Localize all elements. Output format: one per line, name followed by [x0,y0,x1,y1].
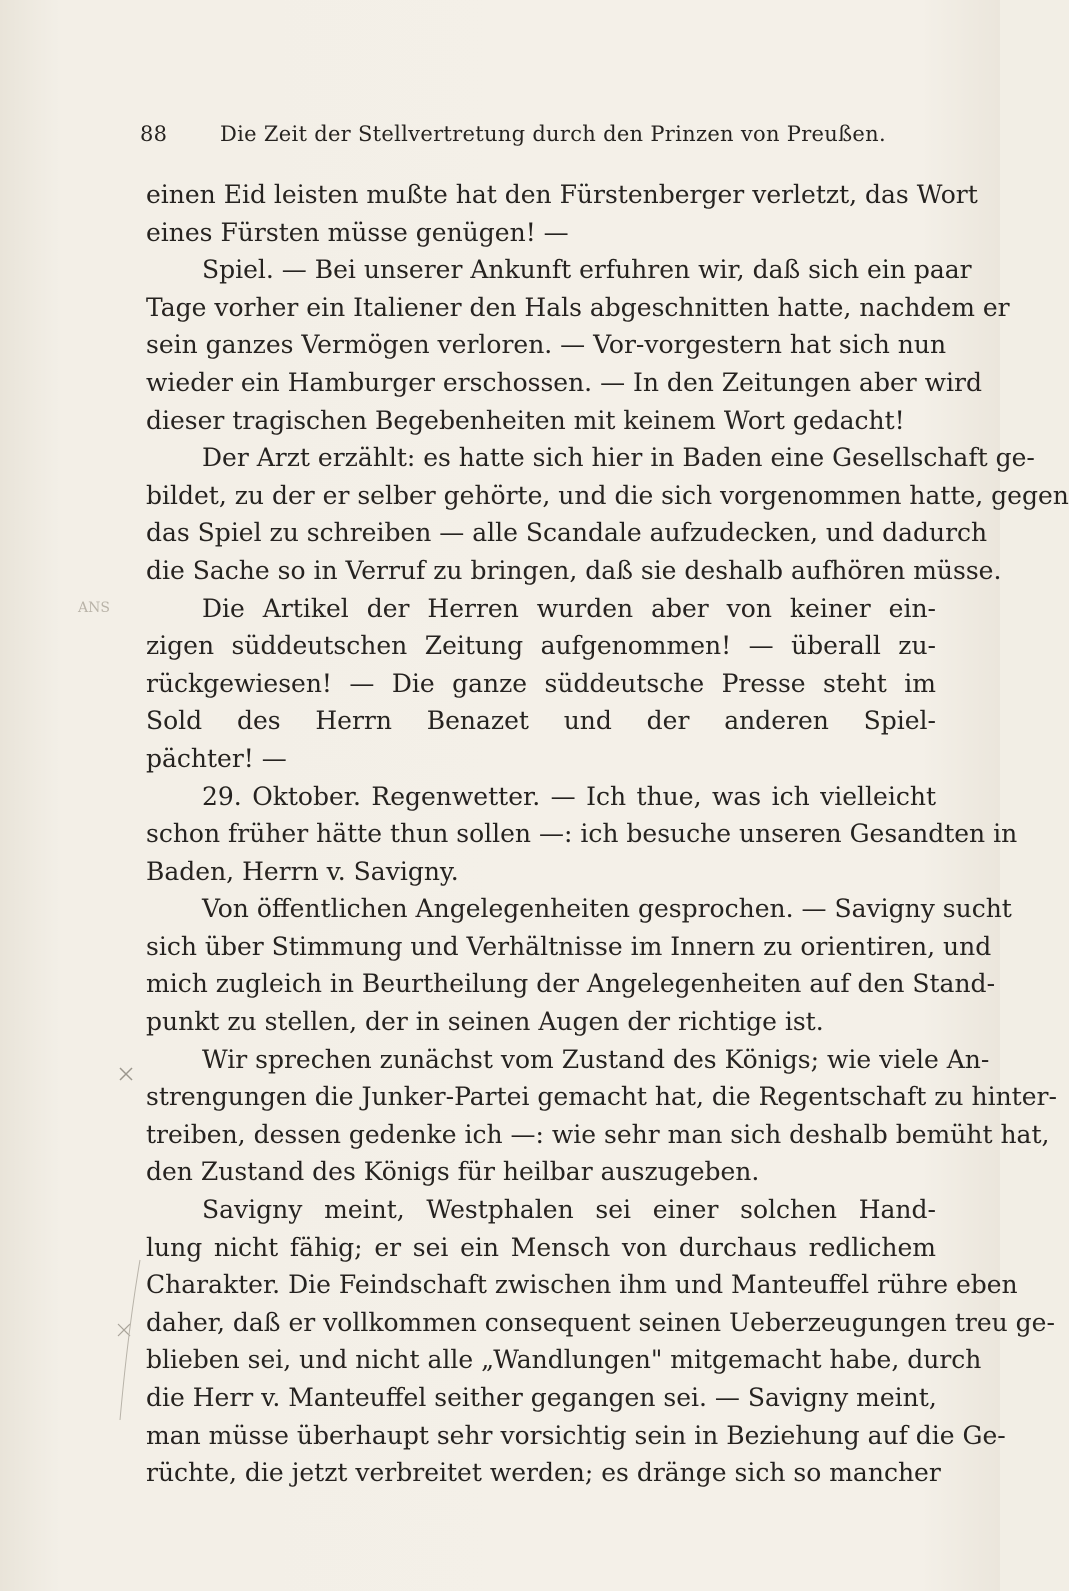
text-line: dieser tragischen Begebenheiten mit keinem Wort gedacht! [146,405,905,435]
page-number: 88 [140,122,168,146]
text-line: die Herr v. Manteuffel seither gegangen sei. — Savigny meint, [146,1383,937,1412]
text-line: den Zustand des Königs für heilbar auszugeben. [146,1157,760,1187]
text-line: schon früher hätte thun sollen —: ich besuche unseren Gesandten in [146,819,1018,849]
pencil-margin-line [120,1260,140,1420]
text-line: 29. Oktober. Regenwetter. — Ich thue, was ich vielleicht [202,781,936,811]
text-line: sich über Stimmung und Verhältnisse im Innern zu orientiren, und [146,931,992,961]
text-line: zigen süddeutschen Zeitung aufgenommen! — überall zu- [146,631,936,661]
text-line: das Spiel zu schreiben — alle Scandale aufzudecken, und dadurch [146,518,988,548]
running-title: Die Zeit der Stellvertretung durch den Prinzen von Preußen. [220,122,886,146]
text-line: Charakter. Die Feindschaft zwischen ihm und Manteuffel rühre eben [146,1270,1018,1300]
text-line: pächter! — [146,743,287,773]
text-line: Spiel. — Bei unserer Ankunft erfuhren wir, daß sich ein paar [202,255,972,285]
text-line: punkt zu stellen, der in seinen Augen der richtige ist. [146,1007,824,1037]
text-line: rüchte, die jetzt verbreitet werden; es dränge sich so mancher [146,1458,941,1488]
text-line: bildet, zu der er selber gehörte, und die sich vorgenommen hatte, gegen [146,480,1069,510]
text-line: rückgewiesen! — Die ganze süddeutsche Presse steht im [146,668,936,698]
text-line: Der Arzt erzählt: es hatte sich hier in Baden eine Gesellschaft ge- [202,443,1035,473]
text-line: Tage vorher ein Italiener den Hals abgeschnitten hatte, nachdem er [146,292,1010,322]
text-line: man müsse überhaupt sehr vorsichtig sein in Beziehung auf die Ge- [146,1420,1006,1450]
text-line: die Sache so in Verruf zu bringen, daß sie deshalb aufhören müsse. [146,555,1002,585]
text-line: Baden, Herrn v. Savigny. [146,856,459,886]
text-line: strengungen die Junker-Partei gemacht hat, die Regentschaft zu hinter- [146,1082,1057,1112]
text-line: einen Eid leisten mußte hat den Fürstenberger verletzt, das Wort [146,180,978,209]
text-line: wieder ein Hamburger erschossen. — In den Zeitungen aber wird [146,367,982,397]
text-line: blieben sei, und nicht alle „Wandlungen" mitgemacht habe, durch [146,1345,982,1375]
text-line: mich zugleich in Beurtheilung der Angelegenheiten auf den Stand- [146,969,996,999]
text-line: sein ganzes Vermögen verloren. — Vor-vorgestern hat sich nun [146,330,947,360]
pencil-cross-mark-2 [118,1324,130,1336]
text-line: daher, daß er vollkommen consequent seinen Ueberzeugungen treu ge- [146,1307,1055,1337]
margin-pencil-note: ANS [78,600,110,616]
pencil-cross-mark-1 [120,1068,132,1080]
text-line: Von öffentlichen Angelegenheiten gesprochen. — Savigny sucht [202,894,1012,924]
text-line: Wir sprechen zunächst vom Zustand des Königs; wie viele An- [202,1044,990,1074]
text-line: eines Fürsten müsse genügen! — [146,217,569,247]
text-line: Sold des Herrn Benazet und der anderen Spiel- [146,706,936,736]
text-line: treiben, dessen gedenke ich —: wie sehr man sich deshalb bemüht hat, [146,1119,1050,1149]
text-line: Die Artikel der Herren wurden aber von keiner ein- [202,593,936,623]
text-line: Savigny meint, Westphalen sei einer solchen Hand- [202,1195,936,1225]
text-line: lung nicht fähig; er sei ein Mensch von durchaus redlichem [146,1232,936,1262]
